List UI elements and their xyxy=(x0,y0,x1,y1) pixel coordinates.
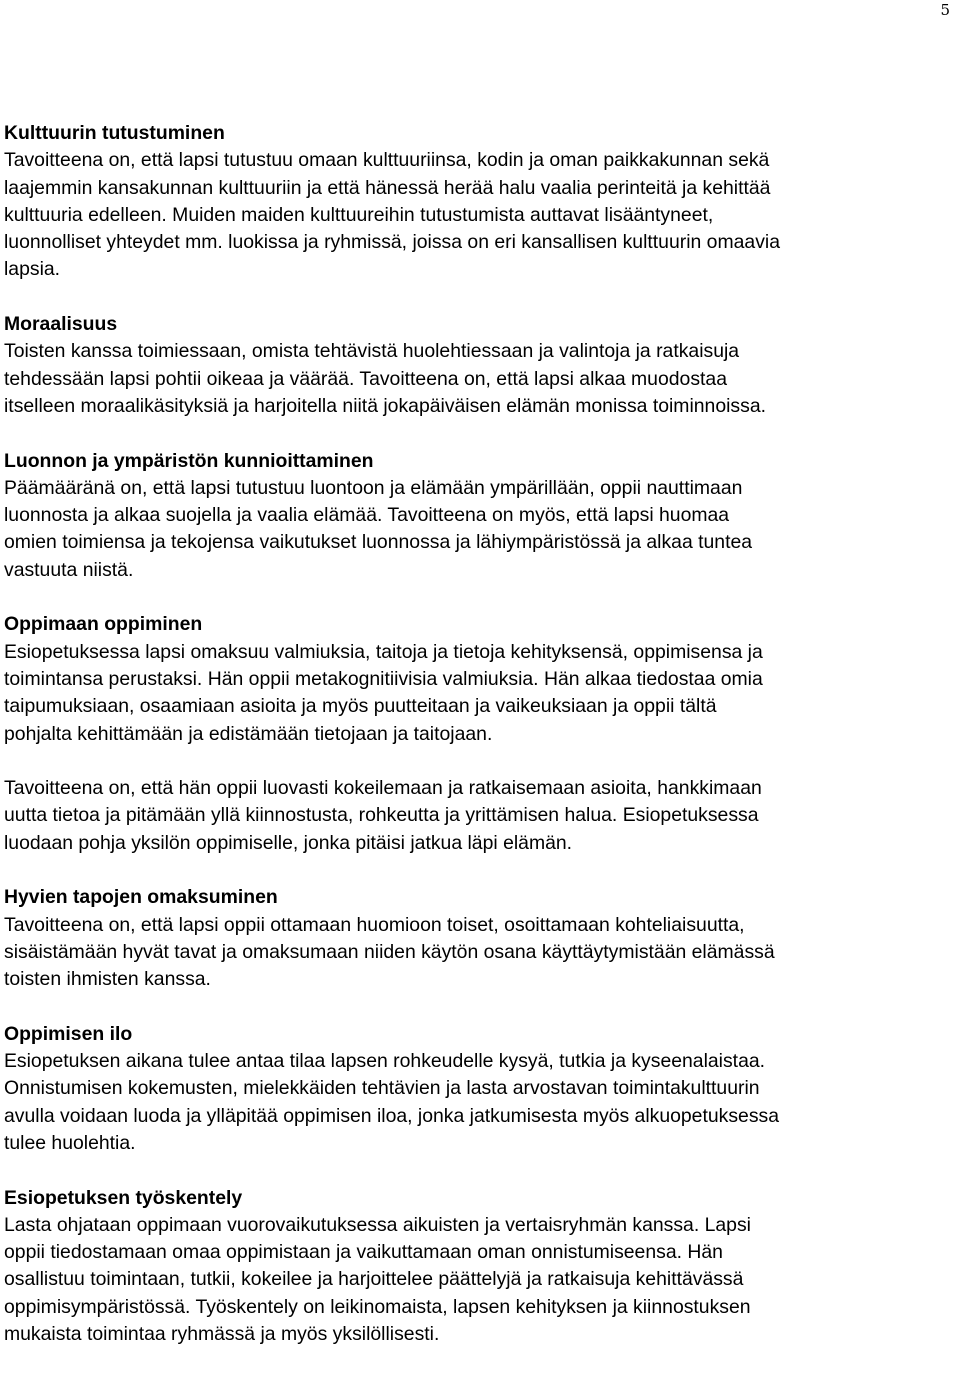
text-line: Esiopetuksen aikana tulee antaa tilaa lapsen rohkeudelle kysyä, tutkia ja kyseenalaistaa. xyxy=(4,1050,766,1073)
page-number: 5 xyxy=(940,1,950,19)
section xyxy=(4,120,956,284)
section xyxy=(4,448,956,584)
text-line: itselleen moraalikäsityksiä ja harjoitella niitä jokapäiväisen elämän monissa toiminnoissa. xyxy=(4,394,766,417)
text-line: luodaan pohja yksilön oppimiselle, jonka pitäisi jatkua läpi elämän. xyxy=(4,831,573,854)
text-line: Tavoitteena on, että lapsi oppii ottamaan huomioon toiset, osoittamaan kohteliaisuutta, xyxy=(4,913,745,936)
text-line: toisten ihmisten kanssa. xyxy=(4,968,211,991)
text-line: oppii tiedostamaan omaa oppimistaan ja vaikuttamaan oman onnistumiseensa. Hän xyxy=(4,1241,723,1264)
section-paragraph xyxy=(4,1212,956,1348)
section-paragraph xyxy=(4,912,956,994)
text-line: luonnosta ja alkaa suojella ja vaalia elämää. Tavoitteena on myös, että lapsi huomaa xyxy=(4,504,730,527)
text-line: uutta tietoa ja pitämään yllä kiinnostusta, rohkeutta ja yrittämisen halua. Esiopetuksessa xyxy=(4,804,759,827)
section-paragraph xyxy=(4,639,956,748)
document-body xyxy=(4,120,956,1376)
text-line: sisäistämään hyvät tavat ja omaksumaan niiden käytön osana käyttäytymistään elämässä xyxy=(4,940,775,963)
text-line: oppimisympäristössä. Työskentely on leikinomaista, lapsen kehityksen ja kiinnostuksen xyxy=(4,1295,751,1318)
text-line: lapsia. xyxy=(4,258,61,281)
section-heading: Esiopetuksen työskentely xyxy=(4,1186,243,1209)
text-line: Päämääränä on, että lapsi tutustuu luontoon ja elämään ympärillään, oppii nauttimaan xyxy=(4,476,743,499)
section xyxy=(4,884,956,993)
text-line: vastuuta niistä. xyxy=(4,558,134,581)
text-line: Lasta ohjataan oppimaan vuorovaikutuksessa aikuisten ja vertaisryhmän kanssa. Lapsi xyxy=(4,1213,751,1236)
text-line: kulttuuria edelleen. Muiden maiden kulttuureihin tutustumista auttavat lisääntyneet, xyxy=(4,203,714,226)
section-paragraph xyxy=(4,475,956,584)
section-heading: Hyvien tapojen omaksuminen xyxy=(4,886,278,909)
text-line: tehdessään lapsi pohtii oikeaa ja väärää. Tavoitteena on, että lapsi alkaa muodostaa xyxy=(4,367,727,390)
text-line: Tavoitteena on, että lapsi tutustuu omaan kulttuuriinsa, kodin ja oman paikkakunnan sekä xyxy=(4,149,770,172)
section xyxy=(4,611,956,857)
text-line: osallistuu toimintaan, tutkii, kokeilee ja harjoittelee päättelyjä ja ratkaisuja kehittävässä xyxy=(4,1268,744,1291)
section-paragraph xyxy=(4,338,956,420)
section-paragraph xyxy=(4,147,956,283)
text-line: Esiopetuksessa lapsi omaksuu valmiuksia, taitoja ja tietoja kehityksensä, oppimisensa ja xyxy=(4,640,763,663)
section xyxy=(4,311,956,420)
section-heading: Luonnon ja ympäristön kunnioittaminen xyxy=(4,449,374,472)
text-line: luonnolliset yhteydet mm. luokissa ja ryhmissä, joissa on eri kansallisen kulttuurin omaavia xyxy=(4,231,780,254)
section xyxy=(4,1021,956,1157)
text-line: laajemmin kansakunnan kulttuuriin ja että hänessä herää halu vaalia perinteitä ja kehittää xyxy=(4,176,771,199)
text-line: taipumuksiaan, osaamiaan asioita ja myös puutteitaan ja vaikeuksiaan ja oppii tältä xyxy=(4,695,717,718)
text-line: Toisten kanssa toimiessaan, omista tehtävistä huolehtiessaan ja valintoja ja ratkaisuja xyxy=(4,340,740,363)
text-line: mukaista toimintaa ryhmässä ja myös yksilöllisesti. xyxy=(4,1323,440,1346)
text-line: tulee huolehtia. xyxy=(4,1131,136,1154)
section-heading: Kulttuurin tutustuminen xyxy=(4,122,225,144)
section-heading: Moraalisuus xyxy=(4,313,118,336)
text-line: toimintansa perustaksi. Hän oppii metakognitiivisia valmiuksia. Hän alkaa tiedostaa omia xyxy=(4,667,763,690)
text-line: avulla voidaan luoda ja ylläpitää oppimisen iloa, jonka jatkumisesta myös alkuopetuksessa xyxy=(4,1104,779,1127)
section-heading: Oppimaan oppiminen xyxy=(4,613,203,636)
text-line: omien toimiensa ja tekojensa vaikutukset luonnossa ja lähiympäristössä ja alkaa tuntea xyxy=(4,531,753,554)
section-heading: Oppimisen ilo xyxy=(4,1022,133,1045)
text-line: pohjalta kehittämään ja edistämään tietojaan ja taitojaan. xyxy=(4,722,493,745)
section xyxy=(4,1185,956,1349)
text-line: Onnistumisen kokemusten, mielekkäiden tehtävien ja lasta arvostavan toimintakulttuurin xyxy=(4,1077,760,1100)
section-paragraph xyxy=(4,1048,956,1157)
text-line: Tavoitteena on, että hän oppii luovasti kokeilemaan ja ratkaisemaan asioita, hankkimaan xyxy=(4,777,762,800)
section-paragraph xyxy=(4,775,956,857)
